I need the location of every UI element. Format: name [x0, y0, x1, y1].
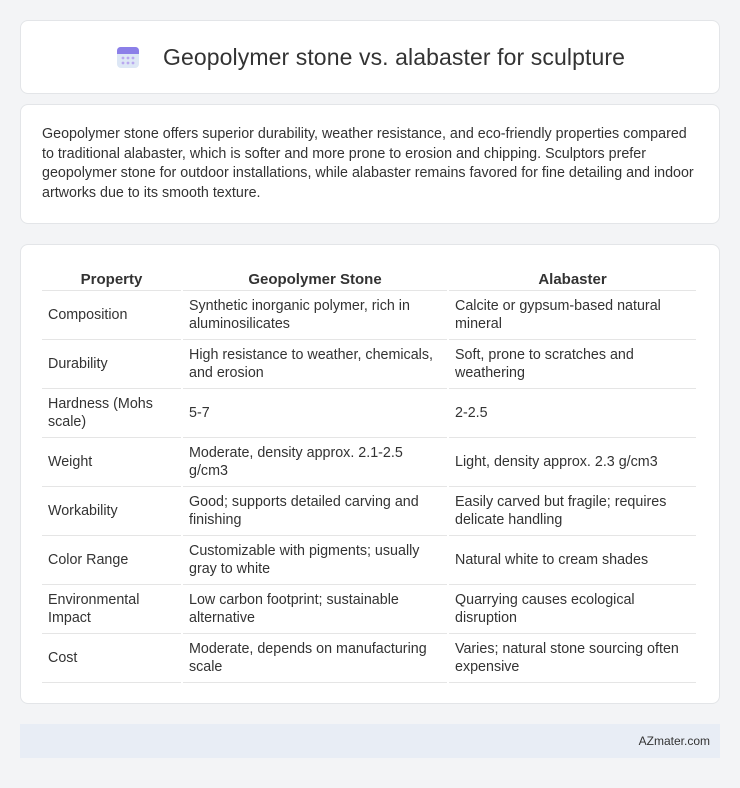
header-geopolymer: Geopolymer Stone: [183, 265, 447, 291]
cell-alabaster: 2-2.5: [449, 389, 696, 438]
cell-property: Cost: [42, 634, 181, 683]
table-row: [42, 585, 696, 634]
cell-alabaster: Quarrying causes ecological disruption: [449, 585, 696, 634]
title-card: [20, 20, 720, 94]
table-row: [42, 536, 696, 585]
cell-property: Color Range: [42, 536, 181, 585]
footer: [20, 724, 720, 758]
table-row: [42, 634, 696, 683]
cell-alabaster: Soft, prone to scratches and weathering: [449, 340, 696, 389]
cell-geopolymer: Low carbon footprint; sustainable alternative: [183, 585, 447, 634]
table-row: [42, 340, 696, 389]
cell-property: Hardness (Mohs scale): [42, 389, 181, 438]
calendar-icon: [115, 44, 141, 70]
cell-property: Weight: [42, 438, 181, 487]
table-header-row: [42, 265, 696, 291]
cell-geopolymer: Moderate, depends on manufacturing scale: [183, 634, 447, 683]
cell-geopolymer: Customizable with pigments; usually gray to white: [183, 536, 447, 585]
table-row: [42, 389, 696, 438]
cell-alabaster: Light, density approx. 2.3 g/cm3: [449, 438, 696, 487]
cell-geopolymer: Moderate, density approx. 2.1-2.5 g/cm3: [183, 438, 447, 487]
cell-alabaster: Natural white to cream shades: [449, 536, 696, 585]
cell-alabaster: Calcite or gypsum-based natural mineral: [449, 291, 696, 340]
cell-property: Workability: [42, 487, 181, 536]
cell-property: Environmental Impact: [42, 585, 181, 634]
header-alabaster: Alabaster: [449, 265, 696, 291]
header-property: Property: [42, 265, 181, 291]
table-row: [42, 487, 696, 536]
intro-card: [20, 104, 720, 224]
cell-geopolymer: Synthetic inorganic polymer, rich in aluminosilicates: [183, 291, 447, 340]
cell-geopolymer: 5-7: [183, 389, 447, 438]
cell-alabaster: Easily carved but fragile; requires delicate handling: [449, 487, 696, 536]
cell-alabaster: Varies; natural stone sourcing often expensive: [449, 634, 696, 683]
table-row: [42, 291, 696, 340]
comparison-table-card: [20, 244, 720, 704]
footer-site-link[interactable]: AZmater.com: [638, 734, 710, 748]
cell-geopolymer: Good; supports detailed carving and finishing: [183, 487, 447, 536]
cell-property: Durability: [42, 340, 181, 389]
cell-geopolymer: High resistance to weather, chemicals, and erosion: [183, 340, 447, 389]
page-title: Geopolymer stone vs. alabaster for sculpture: [162, 43, 626, 70]
intro-text: Geopolymer stone offers superior durability, weather resistance, and eco-friendly properties compared to traditional alabaster, which is softer and more prone to erosion and chipping. Sculptors prefer geopolymer stone for outdoor installations, while alabaster remains favored for fine detailing and indoor artworks due to its smooth texture.: [42, 126, 694, 201]
cell-property: Composition: [42, 291, 181, 340]
table-row: [42, 438, 696, 487]
comparison-table: [40, 265, 698, 683]
